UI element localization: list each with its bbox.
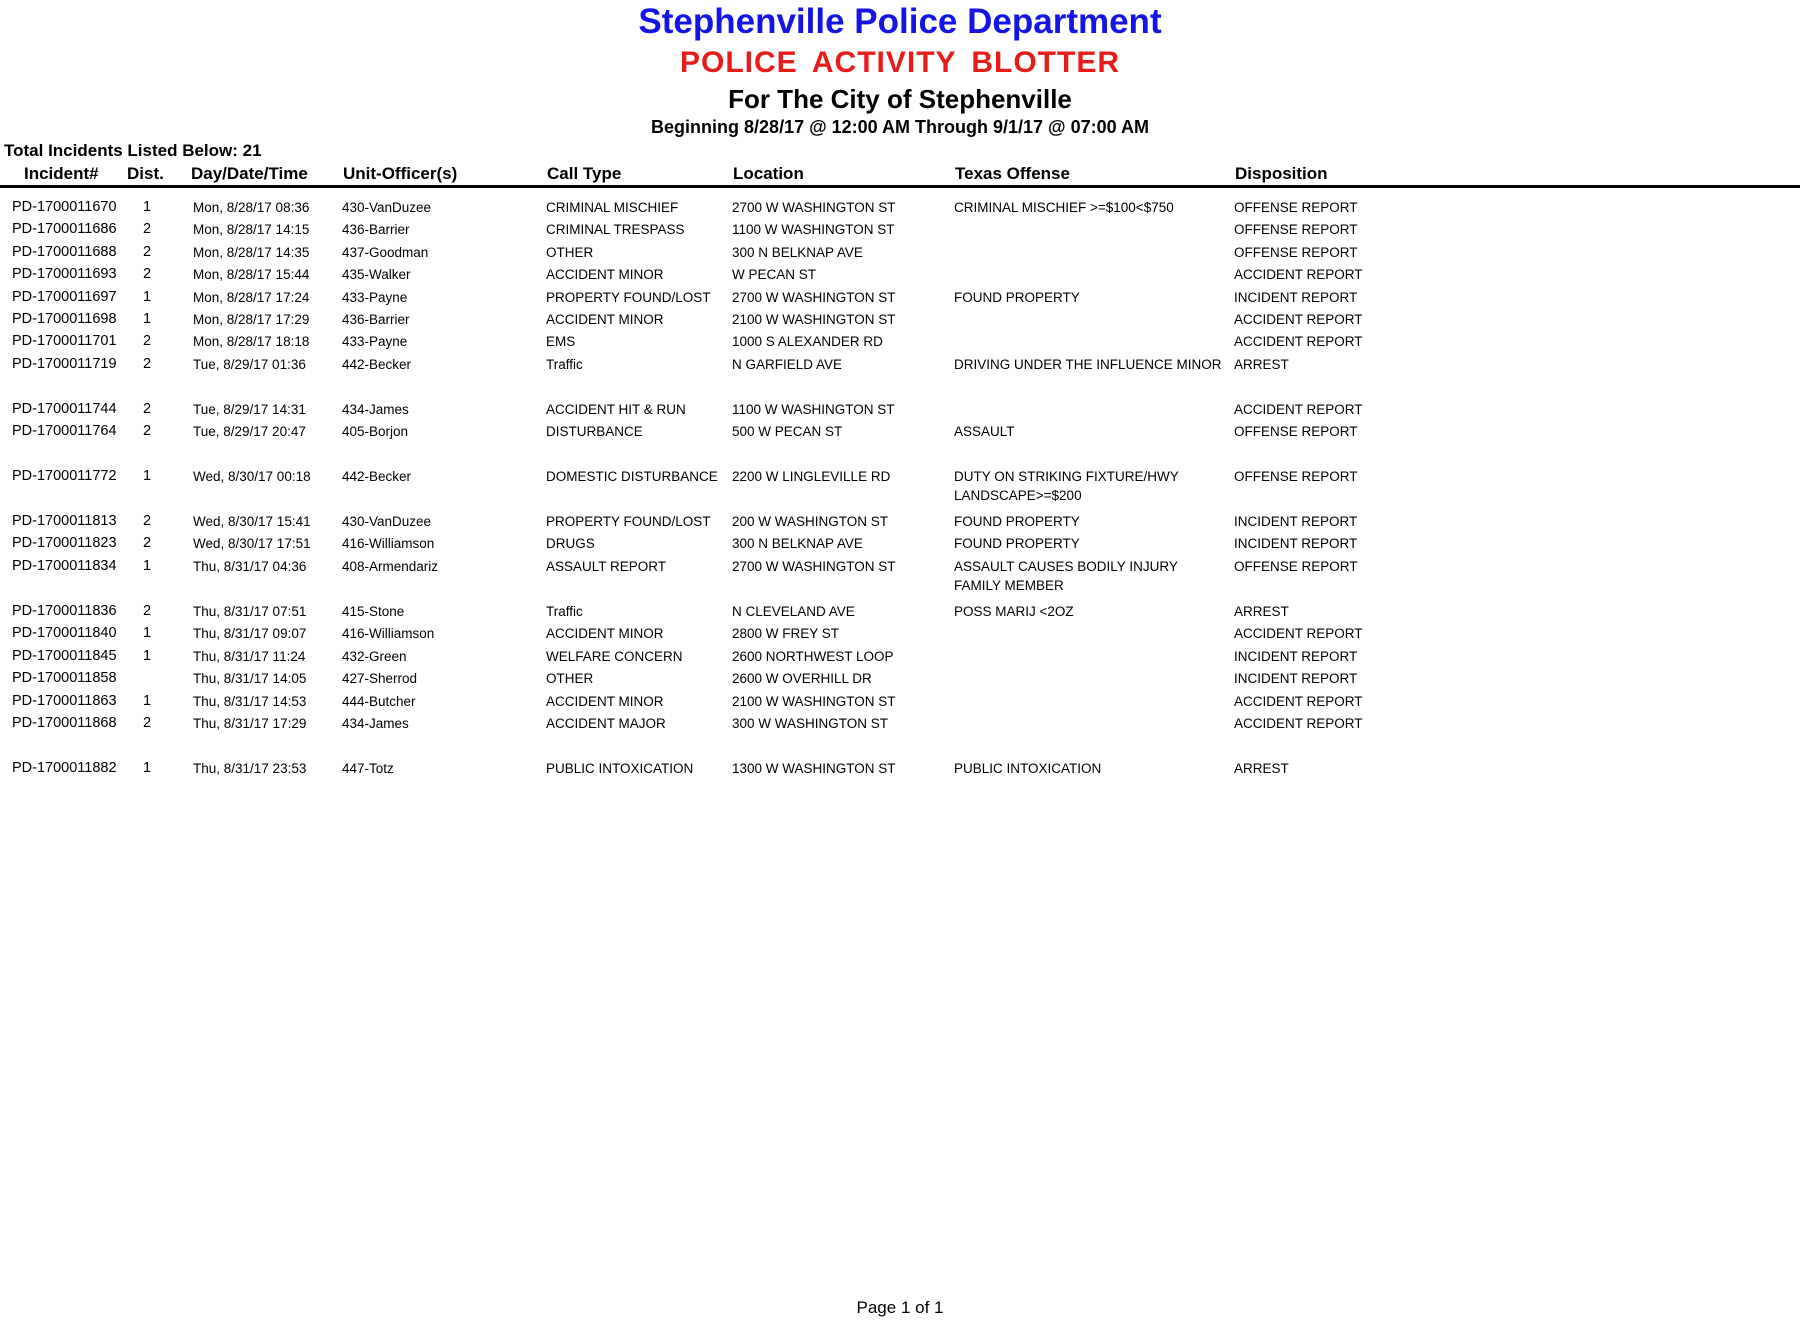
location-cell: W PECAN ST <box>732 267 817 282</box>
day-date-time-cell: Thu, 8/31/17 14:05 <box>193 671 307 686</box>
district-cell: 2 <box>143 333 152 349</box>
total-incidents: Total Incidents Listed Below: 21 <box>4 141 262 160</box>
day-date-time-cell: Wed, 8/30/17 15:41 <box>193 514 311 529</box>
unit-officer-cell: 433-Payne <box>342 334 408 349</box>
location-cell: 1300 W WASHINGTON ST <box>732 761 896 776</box>
district-cell: 1 <box>143 625 152 641</box>
district-cell: 2 <box>143 356 152 372</box>
texas-offense-cell: ASSAULT <box>954 424 1015 439</box>
incident-number-cell: PD-1700011834 <box>12 558 117 574</box>
location-cell: 200 W WASHINGTON ST <box>732 514 889 529</box>
district-cell: 2 <box>143 513 152 529</box>
texas-offense-cell: PUBLIC INTOXICATION <box>954 761 1102 776</box>
unit-officer-cell: 444-Butcher <box>342 694 416 709</box>
unit-officer-cell: 416-Williamson <box>342 536 435 551</box>
call-type-cell: ACCIDENT MINOR <box>546 267 664 282</box>
district-cell: 1 <box>143 558 152 574</box>
table-row <box>0 422 1800 462</box>
incident-number-cell: PD-1700011719 <box>12 356 117 372</box>
incident-number-cell: PD-1700011863 <box>12 693 117 709</box>
unit-officer-cell: 416-Williamson <box>342 626 435 641</box>
unit-officer-cell: 430-VanDuzee <box>342 200 432 215</box>
call-type-cell: OTHER <box>546 245 594 260</box>
disposition-cell: INCIDENT REPORT <box>1234 536 1358 551</box>
incident-number-cell: PD-1700011693 <box>12 266 117 282</box>
disposition-cell: ACCIDENT REPORT <box>1234 334 1363 349</box>
incident-number-cell: PD-1700011813 <box>12 513 117 529</box>
day-date-time-cell: Mon, 8/28/17 17:29 <box>193 312 310 327</box>
texas-offense-cell: CRIMINAL MISCHIEF >=$100<$750 <box>954 200 1174 215</box>
call-type-cell: DRUGS <box>546 536 595 551</box>
call-type-cell: ASSAULT REPORT <box>546 559 667 574</box>
texas-offense-cell: POSS MARIJ <2OZ <box>954 604 1074 619</box>
district-cell: 2 <box>143 423 152 439</box>
texas-offense-cell: FOUND PROPERTY <box>954 536 1080 551</box>
col-header-location: Location <box>733 164 804 183</box>
location-cell: 1100 W WASHINGTON ST <box>732 402 895 417</box>
unit-officer-cell: 434-James <box>342 716 409 731</box>
incident-number-cell: PD-1700011698 <box>12 311 117 327</box>
disposition-cell: OFFENSE REPORT <box>1234 559 1358 574</box>
disposition-cell: OFFENSE REPORT <box>1234 245 1358 260</box>
district-cell: 1 <box>143 760 152 776</box>
district-cell: 2 <box>143 221 152 237</box>
call-type-cell: DOMESTIC DISTURBANCE <box>546 469 718 484</box>
call-type-cell: Traffic <box>546 357 583 372</box>
call-type-cell: DISTURBANCE <box>546 424 643 439</box>
disposition-cell: ACCIDENT REPORT <box>1234 716 1363 731</box>
table-row <box>0 467 1800 507</box>
unit-officer-cell: 430-VanDuzee <box>342 514 432 529</box>
location-cell: 2700 W WASHINGTON ST <box>732 559 896 574</box>
disposition-cell: ARREST <box>1234 604 1289 619</box>
district-cell: 1 <box>143 289 152 305</box>
location-cell: 300 N BELKNAP AVE <box>732 245 863 260</box>
unit-officer-cell: 427-Sherrod <box>342 671 418 686</box>
unit-officer-cell: 405-Borjon <box>342 424 409 439</box>
header-rule <box>0 185 1800 188</box>
col-header-call-type: Call Type <box>547 164 622 183</box>
day-date-time-cell: Thu, 8/31/17 23:53 <box>193 761 307 776</box>
unit-officer-cell: 436-Barrier <box>342 312 410 327</box>
table-row <box>0 355 1800 395</box>
unit-officer-cell: 432-Green <box>342 649 407 664</box>
page-number: Page 1 of 1 <box>856 1298 944 1317</box>
disposition-cell: OFFENSE REPORT <box>1234 200 1358 215</box>
day-date-time-cell: Thu, 8/31/17 11:24 <box>193 649 306 664</box>
unit-officer-cell: 408-Armendariz <box>342 559 439 574</box>
date-range: Beginning 8/28/17 @ 12:00 AM Through 9/1/17 @ 07:00 AM <box>651 117 1149 137</box>
col-header-offense: Texas Offense <box>955 164 1070 183</box>
day-date-time-cell: Thu, 8/31/17 04:36 <box>193 559 307 574</box>
day-date-time-cell: Mon, 8/28/17 14:15 <box>193 222 310 237</box>
col-header-incident: Incident# <box>24 164 99 183</box>
district-cell: 1 <box>143 693 152 709</box>
incident-number-cell: PD-1700011701 <box>12 333 117 349</box>
disposition-cell: OFFENSE REPORT <box>1234 222 1358 237</box>
incident-number-cell: PD-1700011823 <box>12 535 117 551</box>
unit-officer-cell: 433-Payne <box>342 290 408 305</box>
call-type-cell: WELFARE CONCERN <box>546 649 683 664</box>
call-type-cell: OTHER <box>546 671 594 686</box>
location-cell: 500 W PECAN ST <box>732 424 843 439</box>
location-cell: 1100 W WASHINGTON ST <box>732 222 895 237</box>
location-cell: N GARFIELD AVE <box>732 357 843 372</box>
day-date-time-cell: Mon, 8/28/17 17:24 <box>193 290 310 305</box>
disposition-cell: INCIDENT REPORT <box>1234 649 1358 664</box>
location-cell: 2100 W WASHINGTON ST <box>732 694 896 709</box>
location-cell: 2800 W FREY ST <box>732 626 840 641</box>
unit-officer-cell: 434-James <box>342 402 409 417</box>
district-cell: 1 <box>143 311 152 327</box>
disposition-cell: INCIDENT REPORT <box>1234 514 1358 529</box>
call-type-cell: ACCIDENT MINOR <box>546 694 664 709</box>
location-cell: 1000 S ALEXANDER RD <box>732 334 883 349</box>
unit-officer-cell: 435-Walker <box>342 267 411 282</box>
disposition-cell: ARREST <box>1234 761 1289 776</box>
disposition-cell: OFFENSE REPORT <box>1234 424 1358 439</box>
day-date-time-cell: Thu, 8/31/17 09:07 <box>193 626 307 641</box>
district-cell: 1 <box>143 199 152 215</box>
day-date-time-cell: Wed, 8/30/17 17:51 <box>193 536 311 551</box>
unit-officer-cell: 415-Stone <box>342 604 405 619</box>
table-row <box>0 557 1800 597</box>
location-cell: 2600 W OVERHILL DR <box>732 671 872 686</box>
district-cell: 1 <box>143 468 152 484</box>
disposition-cell: ACCIDENT REPORT <box>1234 626 1363 641</box>
table-row <box>0 759 1800 799</box>
unit-officer-cell: 447-Totz <box>342 761 394 776</box>
incident-number-cell: PD-1700011868 <box>12 715 117 731</box>
district-cell: 2 <box>143 266 152 282</box>
call-type-cell: ACCIDENT MINOR <box>546 312 664 327</box>
call-type-cell: PROPERTY FOUND/LOST <box>546 290 711 305</box>
incident-number-cell: PD-1700011845 <box>12 648 117 664</box>
district-cell: 2 <box>143 535 152 551</box>
department-title: Stephenville Police Department <box>638 2 1162 41</box>
disposition-cell: ACCIDENT REPORT <box>1234 402 1363 417</box>
day-date-time-cell: Thu, 8/31/17 14:53 <box>193 694 307 709</box>
district-cell: 2 <box>143 715 152 731</box>
call-type-cell: CRIMINAL TRESPASS <box>546 222 685 237</box>
district-cell: 2 <box>143 244 152 260</box>
district-cell: 2 <box>143 401 152 417</box>
call-type-cell: ACCIDENT MAJOR <box>546 716 666 731</box>
unit-officer-cell: 437-Goodman <box>342 245 429 260</box>
call-type-cell: PUBLIC INTOXICATION <box>546 761 694 776</box>
location-cell: 2100 W WASHINGTON ST <box>732 312 896 327</box>
call-type-cell: PROPERTY FOUND/LOST <box>546 514 711 529</box>
location-cell: 2700 W WASHINGTON ST <box>732 290 896 305</box>
incident-number-cell: PD-1700011836 <box>12 603 117 619</box>
disposition-cell: INCIDENT REPORT <box>1234 671 1358 686</box>
day-date-time-cell: Mon, 8/28/17 18:18 <box>193 334 310 349</box>
call-type-cell: CRIMINAL MISCHIEF <box>546 200 679 215</box>
col-header-disposition: Disposition <box>1235 164 1328 183</box>
table-row <box>0 714 1800 754</box>
location-cell: 2700 W WASHINGTON ST <box>732 200 896 215</box>
texas-offense-cell: FOUND PROPERTY <box>954 514 1080 529</box>
texas-offense-cell: DRIVING UNDER THE INFLUENCE MINOR <box>954 357 1222 372</box>
call-type-cell: Traffic <box>546 604 583 619</box>
district-cell: 1 <box>143 648 152 664</box>
day-date-time-cell: Tue, 8/29/17 20:47 <box>193 424 306 439</box>
day-date-time-cell: Thu, 8/31/17 07:51 <box>193 604 307 619</box>
call-type-cell: EMS <box>546 334 576 349</box>
call-type-cell: ACCIDENT HIT & RUN <box>546 402 686 417</box>
unit-officer-cell: 442-Becker <box>342 357 412 372</box>
location-cell: 2600 NORTHWEST LOOP <box>732 649 894 664</box>
incident-number-cell: PD-1700011697 <box>12 289 117 305</box>
incident-number-cell: PD-1700011840 <box>12 625 117 641</box>
day-date-time-cell: Mon, 8/28/17 08:36 <box>193 200 310 215</box>
location-cell: 2200 W LINGLEVILLE RD <box>732 469 891 484</box>
incident-number-cell: PD-1700011772 <box>12 468 117 484</box>
unit-officer-cell: 436-Barrier <box>342 222 410 237</box>
incident-number-cell: PD-1700011686 <box>12 221 117 237</box>
texas-offense-cell: DUTY ON STRIKING FIXTURE/HWY LANDSCAPE>=$200 <box>954 469 1179 503</box>
blotter-title: POLICE ACTIVITY BLOTTER <box>679 46 1120 79</box>
col-header-dist: Dist. <box>127 164 164 183</box>
disposition-cell: ACCIDENT REPORT <box>1234 267 1363 282</box>
unit-officer-cell: 442-Becker <box>342 469 412 484</box>
incident-number-cell: PD-1700011688 <box>12 244 117 260</box>
incident-number-cell: PD-1700011764 <box>12 423 117 439</box>
disposition-cell: ACCIDENT REPORT <box>1234 694 1363 709</box>
disposition-cell: ACCIDENT REPORT <box>1234 312 1363 327</box>
col-header-unit: Unit-Officer(s) <box>343 164 458 183</box>
incident-number-cell: PD-1700011882 <box>12 760 117 776</box>
day-date-time-cell: Mon, 8/28/17 14:35 <box>193 245 310 260</box>
disposition-cell: ARREST <box>1234 357 1289 372</box>
city-title: For The City of Stephenville <box>728 84 1072 114</box>
texas-offense-cell: ASSAULT CAUSES BODILY INJURY FAMILY MEMBER <box>954 559 1178 593</box>
incident-number-cell: PD-1700011670 <box>12 199 117 215</box>
day-date-time-cell: Tue, 8/29/17 01:36 <box>193 357 306 372</box>
col-header-datetime: Day/Date/Time <box>191 164 308 183</box>
day-date-time-cell: Thu, 8/31/17 17:29 <box>193 716 307 731</box>
day-date-time-cell: Tue, 8/29/17 14:31 <box>193 402 306 417</box>
day-date-time-cell: Mon, 8/28/17 15:44 <box>193 267 310 282</box>
incident-number-cell: PD-1700011744 <box>12 401 117 417</box>
location-cell: N CLEVELAND AVE <box>732 604 855 619</box>
district-cell: 2 <box>143 603 152 619</box>
disposition-cell: OFFENSE REPORT <box>1234 469 1358 484</box>
call-type-cell: ACCIDENT MINOR <box>546 626 664 641</box>
location-cell: 300 N BELKNAP AVE <box>732 536 863 551</box>
disposition-cell: INCIDENT REPORT <box>1234 290 1358 305</box>
texas-offense-cell: FOUND PROPERTY <box>954 290 1080 305</box>
day-date-time-cell: Wed, 8/30/17 00:18 <box>193 469 311 484</box>
incident-number-cell: PD-1700011858 <box>12 670 117 686</box>
location-cell: 300 W WASHINGTON ST <box>732 716 889 731</box>
